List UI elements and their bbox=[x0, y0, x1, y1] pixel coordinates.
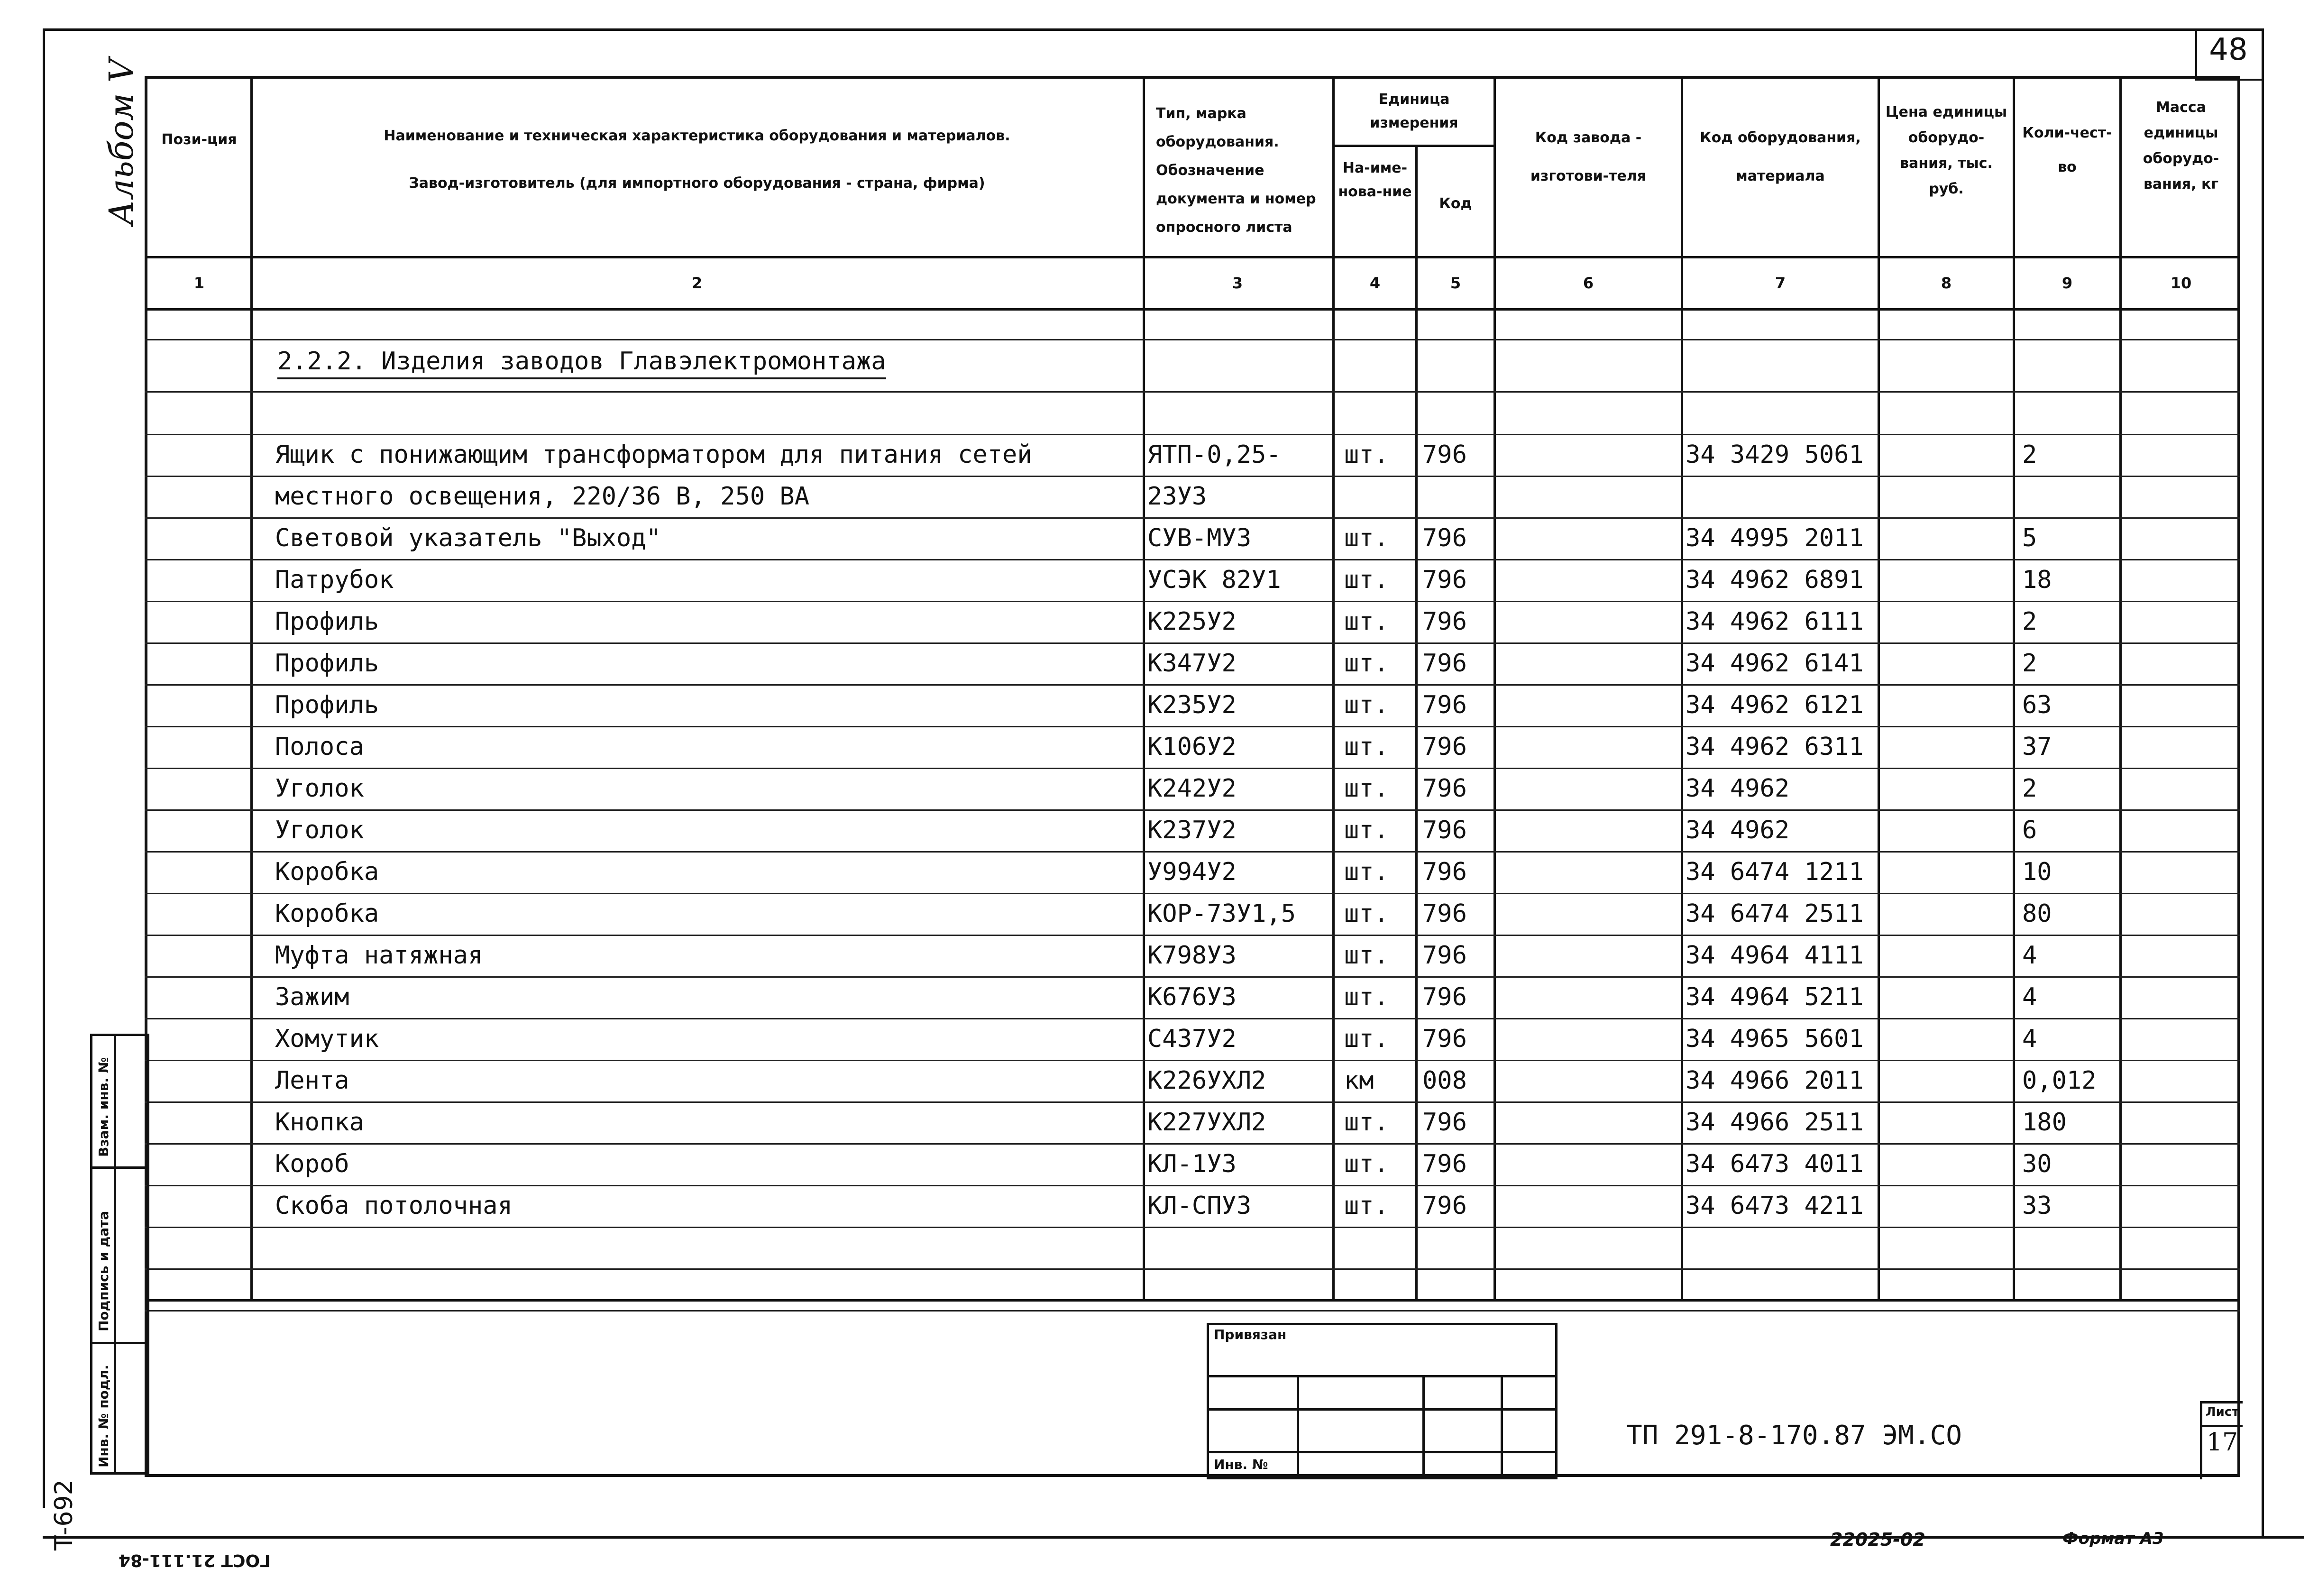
row-divider bbox=[145, 391, 2240, 393]
col-line-3 bbox=[1332, 76, 1335, 1299]
cell-type: К237У2 bbox=[1147, 816, 1237, 844]
col-line-8 bbox=[2013, 76, 2015, 1299]
row-divider bbox=[145, 559, 2240, 560]
stamp-line-2 bbox=[1207, 1408, 1558, 1411]
cell-code: 796 bbox=[1422, 1108, 1467, 1137]
cell-type: КЛ-1У3 bbox=[1147, 1150, 1237, 1178]
col-line-6 bbox=[1681, 76, 1683, 1299]
cell-mat: 34 6473 4011 bbox=[1686, 1150, 1864, 1178]
col-line-5 bbox=[1493, 76, 1496, 1299]
cell-mat: 34 4962 bbox=[1686, 816, 1790, 844]
stamp-col-3 bbox=[1501, 1375, 1503, 1479]
cell-name: Хомутик bbox=[275, 1025, 379, 1053]
cell-name: Профиль bbox=[275, 649, 379, 678]
row-divider bbox=[145, 434, 2240, 435]
row-divider bbox=[145, 935, 2240, 936]
cell-name: Коробка bbox=[275, 858, 379, 886]
cell-unit: шт. bbox=[1344, 524, 1389, 552]
format-label: Формат А3 bbox=[2062, 1529, 2164, 1548]
cell-mat: 34 4962 6311 bbox=[1686, 733, 1864, 761]
cell-unit: шт. bbox=[1344, 774, 1389, 803]
row-divider bbox=[145, 893, 2240, 894]
cell-mat: 34 4962 6121 bbox=[1686, 691, 1864, 719]
cell-unit: шт. bbox=[1344, 1025, 1389, 1053]
cell-type: КОР-73У1,5 bbox=[1147, 899, 1296, 928]
cell-code: 796 bbox=[1422, 858, 1467, 886]
colnum-2: 2 bbox=[691, 274, 703, 292]
cell-type: К242У2 bbox=[1147, 774, 1237, 803]
cell-mat: 34 4995 2011 bbox=[1686, 524, 1864, 552]
row-divider bbox=[145, 1185, 2240, 1186]
cell-name: Уголок bbox=[275, 816, 364, 844]
cell-qty: 18 bbox=[2022, 566, 2052, 594]
cell-type: К798У3 bbox=[1147, 941, 1237, 970]
header-price: Цена единицы оборудо-вания, тыс. руб. bbox=[1885, 104, 2007, 197]
cell-name: Зажим bbox=[275, 983, 349, 1011]
cell-name: Скоба потолочная bbox=[275, 1192, 513, 1220]
colnum-4: 4 bbox=[1369, 274, 1381, 292]
colnum-6: 6 bbox=[1583, 274, 1594, 292]
cell-name: Уголок bbox=[275, 774, 364, 803]
colnum-7: 7 bbox=[1775, 274, 1786, 292]
cell-type: С437У2 bbox=[1147, 1025, 1237, 1053]
cell-code: 796 bbox=[1422, 899, 1467, 928]
cell-unit: шт. bbox=[1344, 733, 1389, 761]
cell-type: К227УХЛ2 bbox=[1147, 1108, 1266, 1137]
cell-name: Коробка bbox=[275, 899, 379, 928]
row-divider bbox=[145, 1268, 2240, 1270]
header-quantity: Коли-чест-во bbox=[2022, 125, 2112, 175]
unit-group-divider bbox=[1332, 145, 1493, 147]
cell-qty: 2 bbox=[2022, 607, 2037, 636]
cell-name: местного освещения, 220/36 В, 250 ВА bbox=[275, 482, 810, 511]
inventory-label: Т-692 bbox=[50, 1479, 78, 1550]
cell-code: 796 bbox=[1422, 524, 1467, 552]
cell-name: Ящик с понижающим трансформатором для питания сетей bbox=[275, 440, 1032, 469]
row-divider bbox=[145, 601, 2240, 602]
col-line-1 bbox=[250, 76, 253, 1299]
header-unit-code: Код bbox=[1439, 195, 1472, 212]
cell-type: ЯТП-0,25- bbox=[1147, 440, 1281, 469]
cell-code: 008 bbox=[1422, 1066, 1467, 1095]
header-unit-group: Единица измерения bbox=[1370, 91, 1458, 131]
cell-name: Полоса bbox=[275, 733, 364, 761]
cell-qty: 4 bbox=[2022, 1025, 2037, 1053]
cell-mat: 34 4966 2511 bbox=[1686, 1108, 1864, 1137]
cell-unit: шт. bbox=[1344, 941, 1389, 970]
col-line-9 bbox=[2119, 76, 2122, 1299]
header-type: Тип, марка оборудования. Обозначение документа и номер опросного листа bbox=[1156, 105, 1316, 236]
cell-qty: 10 bbox=[2022, 858, 2052, 886]
side-stamp-inv-podl: Инв. № подл. bbox=[96, 1365, 111, 1468]
album-label: Альбом V bbox=[102, 58, 141, 225]
cell-code: 796 bbox=[1422, 440, 1467, 469]
col-line-7 bbox=[1878, 76, 1880, 1299]
cell-type: КЛ-СПУЗ bbox=[1147, 1192, 1252, 1220]
row-divider bbox=[145, 684, 2240, 686]
cell-type: К235У2 bbox=[1147, 691, 1237, 719]
row-divider bbox=[145, 726, 2240, 727]
side-stamp-line-1 bbox=[90, 1166, 149, 1169]
section-title: 2.2.2. Изделия заводов Главэлектромонтажа bbox=[277, 347, 886, 379]
cell-mat: 34 4962 6891 bbox=[1686, 566, 1864, 594]
sheet-number-divider bbox=[2200, 1425, 2243, 1427]
row-divider bbox=[145, 476, 2240, 477]
cell-code: 796 bbox=[1422, 1150, 1467, 1178]
colnum-3: 3 bbox=[1232, 274, 1243, 292]
cell-code: 796 bbox=[1422, 649, 1467, 678]
cell-qty: 2 bbox=[2022, 649, 2037, 678]
stamp-col-1 bbox=[1297, 1375, 1299, 1479]
cell-qty: 0,012 bbox=[2022, 1066, 2097, 1095]
cell-code: 796 bbox=[1422, 691, 1467, 719]
cell-qty: 37 bbox=[2022, 733, 2052, 761]
cell-mat: 34 4962 6111 bbox=[1686, 607, 1864, 636]
stamp-line-1 bbox=[1207, 1375, 1558, 1377]
sheet-frame-right bbox=[2262, 28, 2264, 1536]
cell-code: 796 bbox=[1422, 733, 1467, 761]
gost-print-mark: ГОСТ 21.111-84 bbox=[119, 1550, 271, 1570]
col-line-4 bbox=[1415, 145, 1418, 1299]
cell-mat: 34 4965 5601 bbox=[1686, 1025, 1864, 1053]
cell-qty: 6 bbox=[2022, 816, 2037, 844]
cell-unit: шт. bbox=[1344, 607, 1389, 636]
cell-unit: шт. bbox=[1344, 899, 1389, 928]
cell-type: 23У3 bbox=[1147, 482, 1207, 511]
cell-name: Короб bbox=[275, 1150, 349, 1178]
cell-type: К226УХЛ2 bbox=[1147, 1066, 1266, 1095]
row-divider bbox=[145, 1018, 2240, 1019]
row-divider bbox=[145, 1310, 2240, 1312]
sheet-number-label: Лист bbox=[2206, 1405, 2239, 1419]
colnum-8: 8 bbox=[1941, 274, 1952, 292]
header-position: Пози-ция bbox=[161, 131, 237, 148]
cell-code: 796 bbox=[1422, 774, 1467, 803]
cell-type: СУВ-МУЗ bbox=[1147, 524, 1252, 552]
row-divider bbox=[145, 768, 2240, 769]
row-divider bbox=[145, 1060, 2240, 1061]
cell-type: УСЭК 82У1 bbox=[1147, 566, 1281, 594]
side-stamp-line-2 bbox=[90, 1342, 149, 1344]
col-line-2 bbox=[1143, 76, 1145, 1299]
cell-code: 796 bbox=[1422, 607, 1467, 636]
cell-qty: 5 bbox=[2022, 524, 2037, 552]
cell-name: Лента bbox=[275, 1066, 349, 1095]
cell-qty: 2 bbox=[2022, 774, 2037, 803]
header-divider bbox=[145, 256, 2240, 258]
cell-unit: шт. bbox=[1344, 858, 1389, 886]
row-divider bbox=[145, 1101, 2240, 1103]
header-mass: Масса единицы оборудо-вания, кг bbox=[2143, 99, 2219, 193]
cell-mat: 34 6474 2511 bbox=[1686, 899, 1864, 928]
side-stamp-replacement-inv: Взам. инв. № bbox=[96, 1057, 111, 1157]
cell-code: 796 bbox=[1422, 983, 1467, 1011]
header-name-line2: Завод-изготовитель (для импортного оборудования - страна, фирма) bbox=[409, 175, 985, 192]
cell-code: 796 bbox=[1422, 566, 1467, 594]
row-divider bbox=[145, 809, 2240, 811]
cell-type: К347У2 bbox=[1147, 649, 1237, 678]
cell-qty: 180 bbox=[2022, 1108, 2067, 1137]
row-divider bbox=[145, 339, 2240, 340]
approval-stamp-label: Привязан bbox=[1214, 1327, 1287, 1342]
cell-mat: 34 3429 5061 bbox=[1686, 440, 1864, 469]
stamp-col-2 bbox=[1422, 1375, 1425, 1479]
cell-mat: 34 6473 4211 bbox=[1686, 1192, 1864, 1220]
side-stamp-divider bbox=[114, 1034, 116, 1475]
cell-unit: шт. bbox=[1344, 440, 1389, 469]
cell-qty: 80 bbox=[2022, 899, 2052, 928]
page-number: 48 bbox=[2209, 32, 2248, 67]
cell-qty: 2 bbox=[2022, 440, 2037, 469]
inv-number-label: Инв. № bbox=[1214, 1457, 1268, 1472]
cell-qty: 4 bbox=[2022, 941, 2037, 970]
cell-unit: шт. bbox=[1344, 1192, 1389, 1220]
header-name-line1: Наименование и техническая характеристика оборудования и материалов. bbox=[384, 128, 1010, 144]
cell-qty: 30 bbox=[2022, 1150, 2052, 1178]
cell-unit: шт. bbox=[1344, 566, 1389, 594]
cell-unit: шт. bbox=[1344, 691, 1389, 719]
cell-unit: шт. bbox=[1344, 1108, 1389, 1137]
cell-unit: шт. bbox=[1344, 816, 1389, 844]
cell-unit: шт. bbox=[1344, 649, 1389, 678]
cell-name: Световой указатель "Выход" bbox=[275, 524, 661, 552]
cell-code: 796 bbox=[1422, 816, 1467, 844]
cell-name: Профиль bbox=[275, 691, 379, 719]
approval-stamp bbox=[1207, 1323, 1558, 1479]
header-unit-name: На-име-нова-ние bbox=[1338, 160, 1412, 200]
colnum-1: 1 bbox=[193, 274, 205, 292]
header-numbers-divider bbox=[145, 308, 2240, 311]
cell-unit: шт. bbox=[1344, 1150, 1389, 1178]
table-bottom bbox=[145, 1299, 2240, 1302]
row-divider bbox=[145, 851, 2240, 853]
cell-qty: 63 bbox=[2022, 691, 2052, 719]
row-divider bbox=[145, 1143, 2240, 1145]
row-divider bbox=[145, 1227, 2240, 1228]
cell-unit: шт. bbox=[1344, 983, 1389, 1011]
cell-mat: 34 4964 4111 bbox=[1686, 941, 1864, 970]
stamp-line-3 bbox=[1207, 1451, 1558, 1453]
cell-mat: 34 4962 bbox=[1686, 774, 1790, 803]
sheet-number: 17 bbox=[2206, 1428, 2238, 1457]
cell-name: Профиль bbox=[275, 607, 379, 636]
cell-qty: 33 bbox=[2022, 1192, 2052, 1220]
sheet-frame-bottom bbox=[43, 1536, 2304, 1539]
colnum-9: 9 bbox=[2061, 274, 2073, 292]
cell-type: К676У3 bbox=[1147, 983, 1237, 1011]
cell-type: К225У2 bbox=[1147, 607, 1237, 636]
cell-mat: 34 4962 6141 bbox=[1686, 649, 1864, 678]
side-stamp-signature-date: Подпись и дата bbox=[96, 1211, 111, 1331]
row-divider bbox=[145, 642, 2240, 644]
cell-unit: км bbox=[1344, 1066, 1374, 1095]
cell-mat: 34 6474 1211 bbox=[1686, 858, 1864, 886]
cell-qty: 4 bbox=[2022, 983, 2037, 1011]
colnum-5: 5 bbox=[1450, 274, 1461, 292]
header-manufacturer-code: Код завода - изготови-теля bbox=[1530, 129, 1647, 184]
cell-code: 796 bbox=[1422, 1192, 1467, 1220]
cell-mat: 34 4964 5211 bbox=[1686, 983, 1864, 1011]
cell-name: Патрубок bbox=[275, 566, 394, 594]
cell-code: 796 bbox=[1422, 941, 1467, 970]
cell-mat: 34 4966 2011 bbox=[1686, 1066, 1864, 1095]
cell-code: 796 bbox=[1422, 1025, 1467, 1053]
document-code: ТП 291-8-170.87 ЭМ.СО bbox=[1626, 1420, 1962, 1451]
cell-type: У994У2 bbox=[1147, 858, 1237, 886]
header-material-code: Код оборудования, материала bbox=[1700, 129, 1861, 184]
cell-name: Кнопка bbox=[275, 1108, 364, 1137]
cell-type: К106У2 bbox=[1147, 733, 1237, 761]
row-divider bbox=[145, 517, 2240, 519]
cell-name: Муфта натяжная bbox=[275, 941, 483, 970]
drawing-number: 22025-02 bbox=[1830, 1529, 1925, 1550]
row-divider bbox=[145, 976, 2240, 978]
colnum-10: 10 bbox=[2170, 274, 2192, 292]
